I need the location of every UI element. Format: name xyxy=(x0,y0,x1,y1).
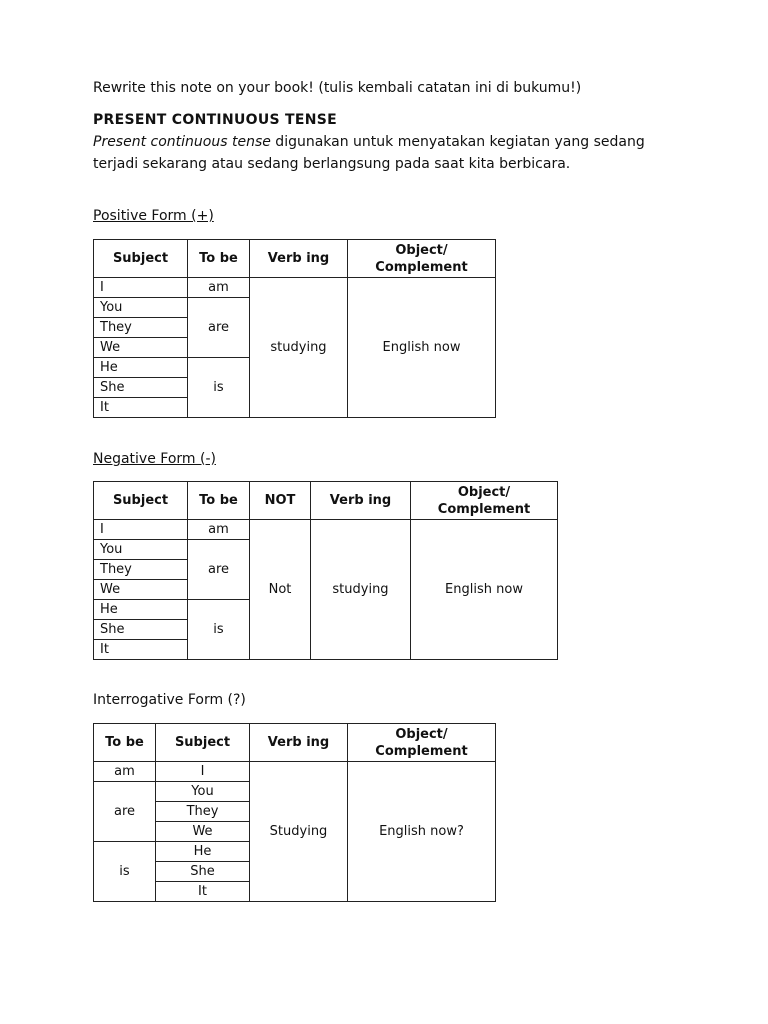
subject-cell: We xyxy=(94,338,188,358)
to-be-cell: are xyxy=(188,298,250,358)
subject-cell: He xyxy=(94,358,188,378)
subject-cell: She xyxy=(94,378,188,398)
verb-cell: studying xyxy=(250,278,348,418)
negative-form-table xyxy=(93,481,558,660)
header-verb-ing: Verb ing xyxy=(250,240,348,278)
header-subject: Subject xyxy=(94,240,188,278)
definition-term: Present continuous tense xyxy=(93,134,271,150)
header-to-be: To be xyxy=(94,724,156,762)
subject-cell: We xyxy=(156,822,250,842)
subject-cell: You xyxy=(94,298,188,318)
header-to-be: To be xyxy=(188,482,250,520)
to-be-cell: is xyxy=(188,358,250,418)
subject-cell: It xyxy=(94,398,188,418)
header-verb-ing: Verb ing xyxy=(311,482,411,520)
positive-form-label: Positive Form (+) xyxy=(93,208,214,224)
subject-cell: It xyxy=(94,640,188,660)
negative-form-label: Negative Form (-) xyxy=(93,451,216,467)
object-cell: English now xyxy=(411,520,558,660)
subject-cell: He xyxy=(94,600,188,620)
object-cell: English now xyxy=(348,278,496,418)
subject-cell: We xyxy=(94,580,188,600)
subject-cell: They xyxy=(94,318,188,338)
page-title: PRESENT CONTINUOUS TENSE xyxy=(93,112,338,128)
subject-cell: You xyxy=(94,540,188,560)
intro-instruction: Rewrite this note on your book! (tulis kembali catatan ini di bukumu!) xyxy=(93,80,582,96)
header-subject: Subject xyxy=(94,482,188,520)
positive-form-table xyxy=(93,239,496,418)
header-not: NOT xyxy=(250,482,311,520)
definition-line-2: terjadi sekarang atau sedang berlangsung pada saat kita berbicara. xyxy=(93,156,571,172)
subject-cell: It xyxy=(156,882,250,902)
subject-cell: I xyxy=(156,762,250,782)
interrogative-form-label: Interrogative Form (?) xyxy=(93,692,246,708)
to-be-cell: is xyxy=(188,600,250,660)
not-cell: Not xyxy=(250,520,311,660)
header-verb-ing: Verb ing xyxy=(250,724,348,762)
to-be-cell: are xyxy=(94,782,156,842)
subject-cell: She xyxy=(156,862,250,882)
to-be-cell: is xyxy=(94,842,156,902)
subject-cell: They xyxy=(156,802,250,822)
to-be-cell: am xyxy=(188,278,250,298)
header-subject: Subject xyxy=(156,724,250,762)
header-object-complement: Object/ Complement xyxy=(411,482,558,520)
to-be-cell: am xyxy=(188,520,250,540)
subject-cell: She xyxy=(94,620,188,640)
definition-line-1 xyxy=(93,134,645,150)
subject-cell: You xyxy=(156,782,250,802)
verb-cell: Studying xyxy=(250,762,348,902)
subject-cell: I xyxy=(94,520,188,540)
definition-text: digunakan untuk menyatakan kegiatan yang sedang xyxy=(270,134,645,150)
subject-cell: They xyxy=(94,560,188,580)
header-to-be: To be xyxy=(188,240,250,278)
header-object-complement: Object/ Complement xyxy=(348,240,496,278)
subject-cell: I xyxy=(94,278,188,298)
object-cell: English now? xyxy=(348,762,496,902)
subject-cell: He xyxy=(156,842,250,862)
interrogative-form-table xyxy=(93,723,496,902)
to-be-cell: are xyxy=(188,540,250,600)
to-be-cell: am xyxy=(94,762,156,782)
verb-cell: studying xyxy=(311,520,411,660)
header-object-complement: Object/ Complement xyxy=(348,724,496,762)
